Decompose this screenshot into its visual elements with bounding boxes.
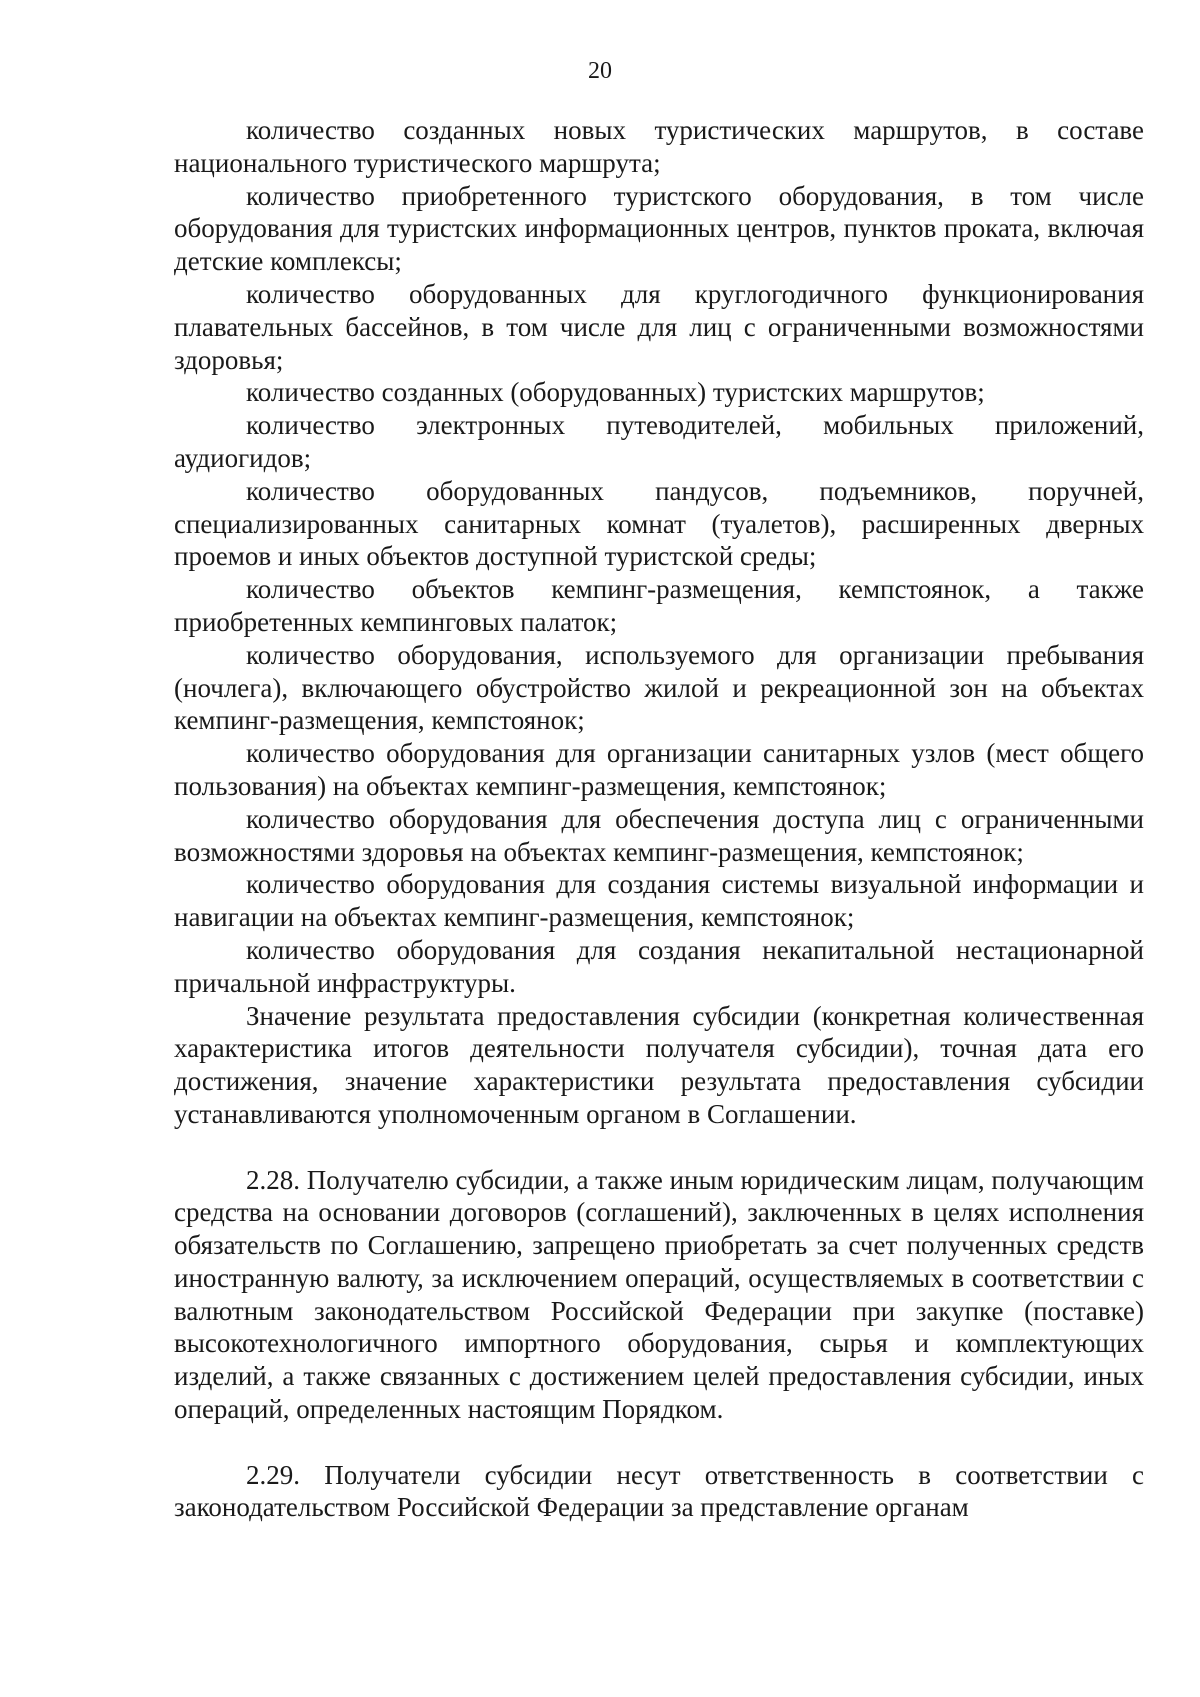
paragraph-indicator-tourist-equipment: количество приобретенного туристского оборудования, в том числе оборудования для туристских информационных центров, пунктов проката, включая детские комплексы;: [174, 180, 1144, 277]
paragraph-indicator-electronic-guides: количество электронных путеводителей, мобильных приложений, аудиогидов;: [174, 410, 1144, 473]
paragraph-indicator-mooring-infrastructure: количество оборудования для создания некапитальной нестационарной причальной инфраструктуры.: [174, 934, 1144, 998]
paragraph-indicator-navigation-equipment: количество оборудования для создания системы визуальной информации и навигации на объектах кемпинг-размещения, кемпстоянок;: [174, 869, 1144, 933]
paragraph-indicator-camping-objects: количество объектов кемпинг-размещения, кемпстоянок, а также приобретенных кемпинговых палаток;: [174, 574, 1144, 637]
paragraph-indicator-swimming-pools: количество оборудованных для круглогодичного функционирования плавательных бассейнов, в том числе для лиц с ограниченными возможностями здоровья;: [174, 278, 1144, 375]
page-number: 20: [588, 58, 612, 84]
paragraph-result-value: Значение результата предоставления субсидии (конкретная количественная характеристика итогов деятельности получателя субсидии), точная дата его достижения, значение характеристики результата предоставления субсидии устанавливаются уполномоченным органом в Соглашении.: [174, 1000, 1144, 1129]
paragraph-indicator-lodging-equipment: количество оборудования, используемого для организации пребывания (ночлега), включающего обустройство жилой и рекреационной зон на объектах кемпинг-размещения, кемпстоянок;: [174, 639, 1144, 736]
paragraph-indicator-accessibility-equipment: количество оборудования для обеспечения доступа лиц с ограниченными возможностями здоровья на объектах кемпинг-размещения, кемпстоянок;: [174, 803, 1144, 867]
paragraph-indicator-equipped-routes: количество созданных (оборудованных) туристских маршрутов;: [246, 377, 985, 408]
document-body: [174, 114, 1144, 1524]
paragraph-indicator-new-tourist-routes: количество созданных новых туристических маршрутов, в составе национального туристического маршрута;: [174, 115, 1144, 178]
paragraph-indicator-accessible-environment: количество оборудованных пандусов, подъемников, поручней, специализированных санитарных комнат (туалетов), расширенных дверных проемов и иных объектов доступной туристской среды;: [174, 475, 1144, 572]
paragraph-section-2-28: 2.28. Получателю субсидии, а также иным юридическим лицам, получающим средства на основании договоров (соглашений), заключенных в целях исполнения обязательств по Соглашению, запрещено приобретать за счет полученных средств иностранную валюту, за исключением операций, осуществляемых в соответствии с валютным законодательством Российской Федерации при закупке (поставке) высокотехнологичного импортного оборудования, сырья и комплектующих изделий, а также связанных с достижением целей предоставления субсидии, иных операций, определенных настоящим Порядком.: [174, 1164, 1144, 1425]
paragraph-indicator-sanitary-equipment: количество оборудования для организации санитарных узлов (мест общего пользования) на объектах кемпинг-размещения, кемпстоянок;: [174, 738, 1144, 801]
paragraph-section-2-29: 2.29. Получатели субсидии несут ответственность в соответствии с законодательством Российской Федерации за представление органам: [174, 1459, 1144, 1523]
